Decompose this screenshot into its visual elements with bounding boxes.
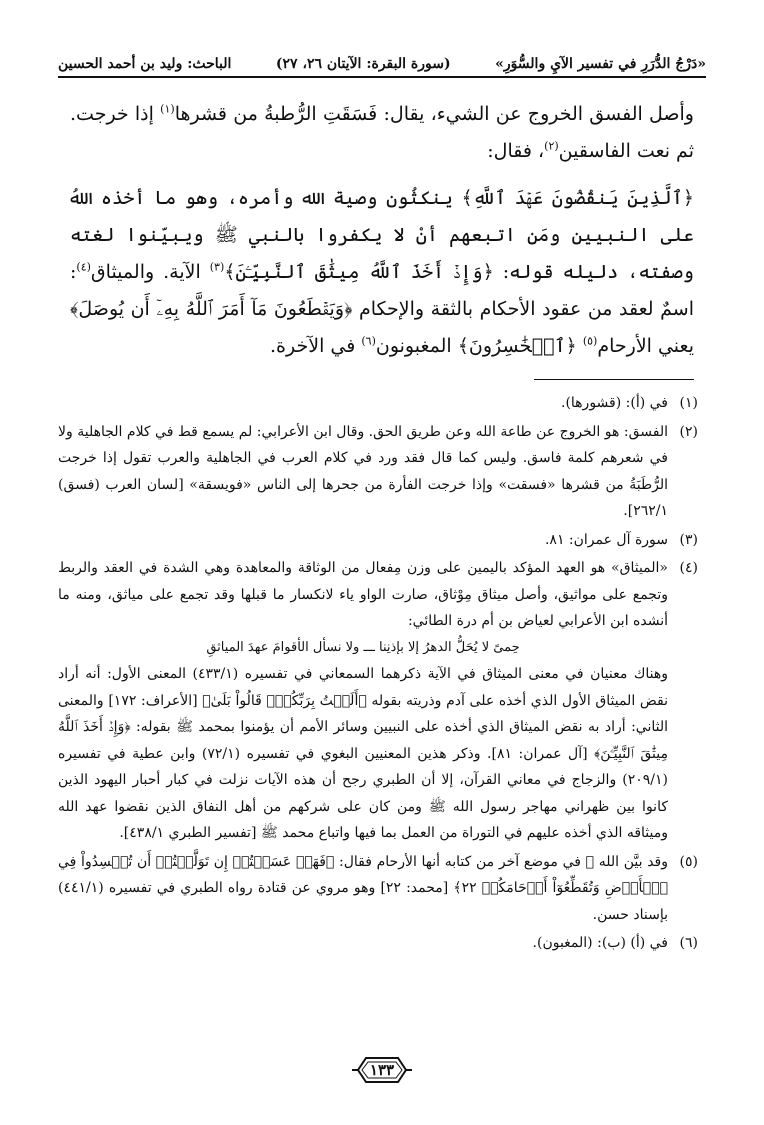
footnote-4	[58, 555, 698, 847]
footnote-2	[58, 419, 698, 525]
footnotes	[58, 390, 698, 959]
quran-verse: ﴿ٱلَّذِينَ يَنقُضُونَ عَهۡدَ ٱللَّهِ﴾	[461, 187, 694, 209]
paragraph-1: وأصل الفسق الخروج عن الشيء، يقال: فَسَقَتِ الرُّطبةُ من قشرها$^{(١)}$ إذا خرجت. ثم نعت الفاسقين$^{(٢)}$، فقال:	[70, 102, 694, 162]
footnote-ref-3: (٣)	[209, 260, 225, 274]
quran-verse: ﴿ٱلۡخَٰسِرُونَ﴾	[457, 335, 577, 357]
footnote-3	[58, 527, 698, 554]
footnote-5	[58, 849, 698, 929]
footnote-ref-1: (١)	[160, 102, 175, 116]
poetry-verse: حِمىً لا يُحَلُّ الدهرُ إلا بإذنِنا ـــ ولا نسأل الأقوامَ عهدَ المياثقِ	[206, 639, 520, 655]
footnote-text: «الميثاق» هو العهد المؤكد باليمين على وزن مِفعال من الوثاقة والمعاهدة وهي الشدة في العقد والربط وتجمع على مواثيق، وأصل ميثاق مِوْثاق، صارت الواو ياء لانكسار ما قبلها وقد تجمع على مياثق، ومنه ما أنشده ابن الأعرابي لعياض بن أم درة الطائي: حِمىً لا يُحَلُّ الدهرُ إلا بإذنِنا ـــ ولا نسأل الأقوامَ عهدَ المياثقِ وهناك معنيان في معنى الميثاق في الآية ذكرهما السمعاني في تفسيره (٤٣٣/١) المعنى الأول: أنه أراد نقض الميثاق الأول الذي أخذه على آدم وذريته بقوله ﴿أَلَسۡتُ بِرَبِّكُمۡۖ قَالُواْ بَلَىٰ﴾ [الأعراف: ١٧٢] والمعنى الثاني: أراد به نقض الميثاق الذي أخذه على النبيين وسائر الأمم أن يؤمنوا بمحمد ﷺ بقوله: ﴿وَإِذۡ أَخَذَ ٱللَّهُ مِيثَٰقَ ٱلنَّبِيِّـۧنَ﴾ [آل عمران: ٨١]. وذكر هذين المعنيين البغوي في تفسيره (٧٢/١) وابن عطية في تفسيره (٢٠٩/١) والزجاج في معاني القرآن، إلا أن الطبري رجح أن هذه الآيات نزلت في كبار أحبار اليهود الذين كانوا بين ظهراني مهاجر رسول الله ﷺ ومن كان على شركهم من أهل النفاق الذين نقضوا عهد الله وميثاقه الذي أخذه عليهم في التوراة من العمل بما فيها واتباع محمد ﷺ [تفسير الطبري ٤٣٨/١].	[58, 560, 669, 841]
footnote-ref-2: (٢)	[544, 139, 559, 153]
footnote-text: في (أ): (قشورها).	[561, 395, 668, 411]
footnote-text: الفسق: هو الخروج عن طاعة الله وعن طريق الحق. وقال ابن الأعرابي: لم يسمع قط في كلام الجاهلية ولا في شعرهم كلمة فاسق. وليس كما قال فقد ورد في كلام العرب في الجاهلية والعرب تقول إذا خرجت الرُّطَبَةُ من قشرها «فسقت» وإذا خرجت الفأرة من جحرها إلى الناس «فويسقة» [لسان العرب (فسق) ٢٦٢/١].	[58, 423, 668, 519]
footnote-number: (٤)	[679, 560, 698, 576]
running-header	[58, 42, 706, 78]
footnote-text: وقد بيَّن الله ﷻ في موضع آخر من كتابه أنها الأرحام فقال: ﴿فَهَلۡ عَسَيۡتُمۡ إِن تَوَلَّيۡتُمۡ أَن تُفۡسِدُواْ فِي ٱلۡأَرۡضِ وَتُقَطِّعُوٓاْ أَرۡحَامَكُمۡ ٢٢﴾ [محمد: ٢٢] وهو مروي عن قتادة رواه الطبري في تفسيره (٤٤١/١) بإسناد حسن.	[58, 853, 668, 923]
footnote-ref-5: (٥)	[582, 334, 598, 348]
footnote-6	[58, 930, 698, 957]
footnote-number: (١)	[679, 395, 698, 411]
main-text	[70, 96, 694, 365]
header-book-title: «دَرْجُ الدُّرَرِ في تفسير الآيِ والسُّوَرِ»	[495, 56, 706, 72]
page-number-ornament	[352, 1054, 412, 1086]
quote-text: فَسَقَتِ الرُّطبةُ من قشرها	[174, 103, 378, 125]
footnote-number: (٦)	[679, 935, 698, 951]
footnote-1	[58, 390, 698, 417]
paragraph-2: ﴿ٱلَّذِينَ يَنقُضُونَ عَهۡدَ ٱللَّهِ﴾ ينكثُون وصية الله وأمره، وهو ما أخذه اللهُ على النبيين ومَن اتبعهم أنْ لا يكفروا بالنبي ﷺ ويبيّنوا لغته وصفته، دليله قوله: ﴿وَإِذۡ أَخَذَ ٱللَّهُ مِيثَٰقَ ٱلنَّبِيِّـۧنَ﴾$^{(٣)}$ الآية. والميثاق$^{(٤)}$: اسمٌ لعقد من عقود الأحكام بالثقة والإحكام ﴿وَيَقۡطَعُونَ مَآ أَمَرَ ٱللَّهُ بِهِۦٓ أَن يُوصَلَ﴾ يعني الأرحام$^{(٥)}$ ﴿ٱلۡخَٰسِرُونَ﴾ المغبونون$^{(٦)}$ في الآخرة.	[70, 187, 695, 357]
header-author: الباحث: وليد بن أحمد الحسين	[58, 56, 232, 72]
footnote-text: في (أ) (ب): (المغبون).	[532, 935, 668, 951]
footnote-text: سورة آل عمران: ٨١.	[544, 531, 668, 548]
quran-verse: ﴿وَيَقۡطَعُونَ مَآ أَمَرَ ٱللَّهُ بِهِۦٓ أَن يُوصَلَ﴾	[70, 298, 353, 320]
footnote-ref-4: (٤)	[76, 260, 91, 274]
page-footer	[0, 1050, 764, 1090]
footnote-number: (٥)	[679, 853, 698, 870]
footnote-separator	[534, 379, 694, 380]
footnote-ref-6: (٦)	[361, 334, 376, 348]
footnote-number: (٢)	[679, 423, 698, 440]
quran-verse: ﴿وَإِذۡ أَخَذَ ٱللَّهُ مِيثَٰقَ ٱلنَّبِيِّـۧنَ﴾	[224, 261, 494, 283]
page-number: ١٣٣	[369, 1061, 395, 1079]
footnote-number: (٣)	[679, 531, 698, 548]
header-surah-ref: (سورة البقرة: الآيتان ٢٦، ٢٧)	[275, 56, 451, 72]
